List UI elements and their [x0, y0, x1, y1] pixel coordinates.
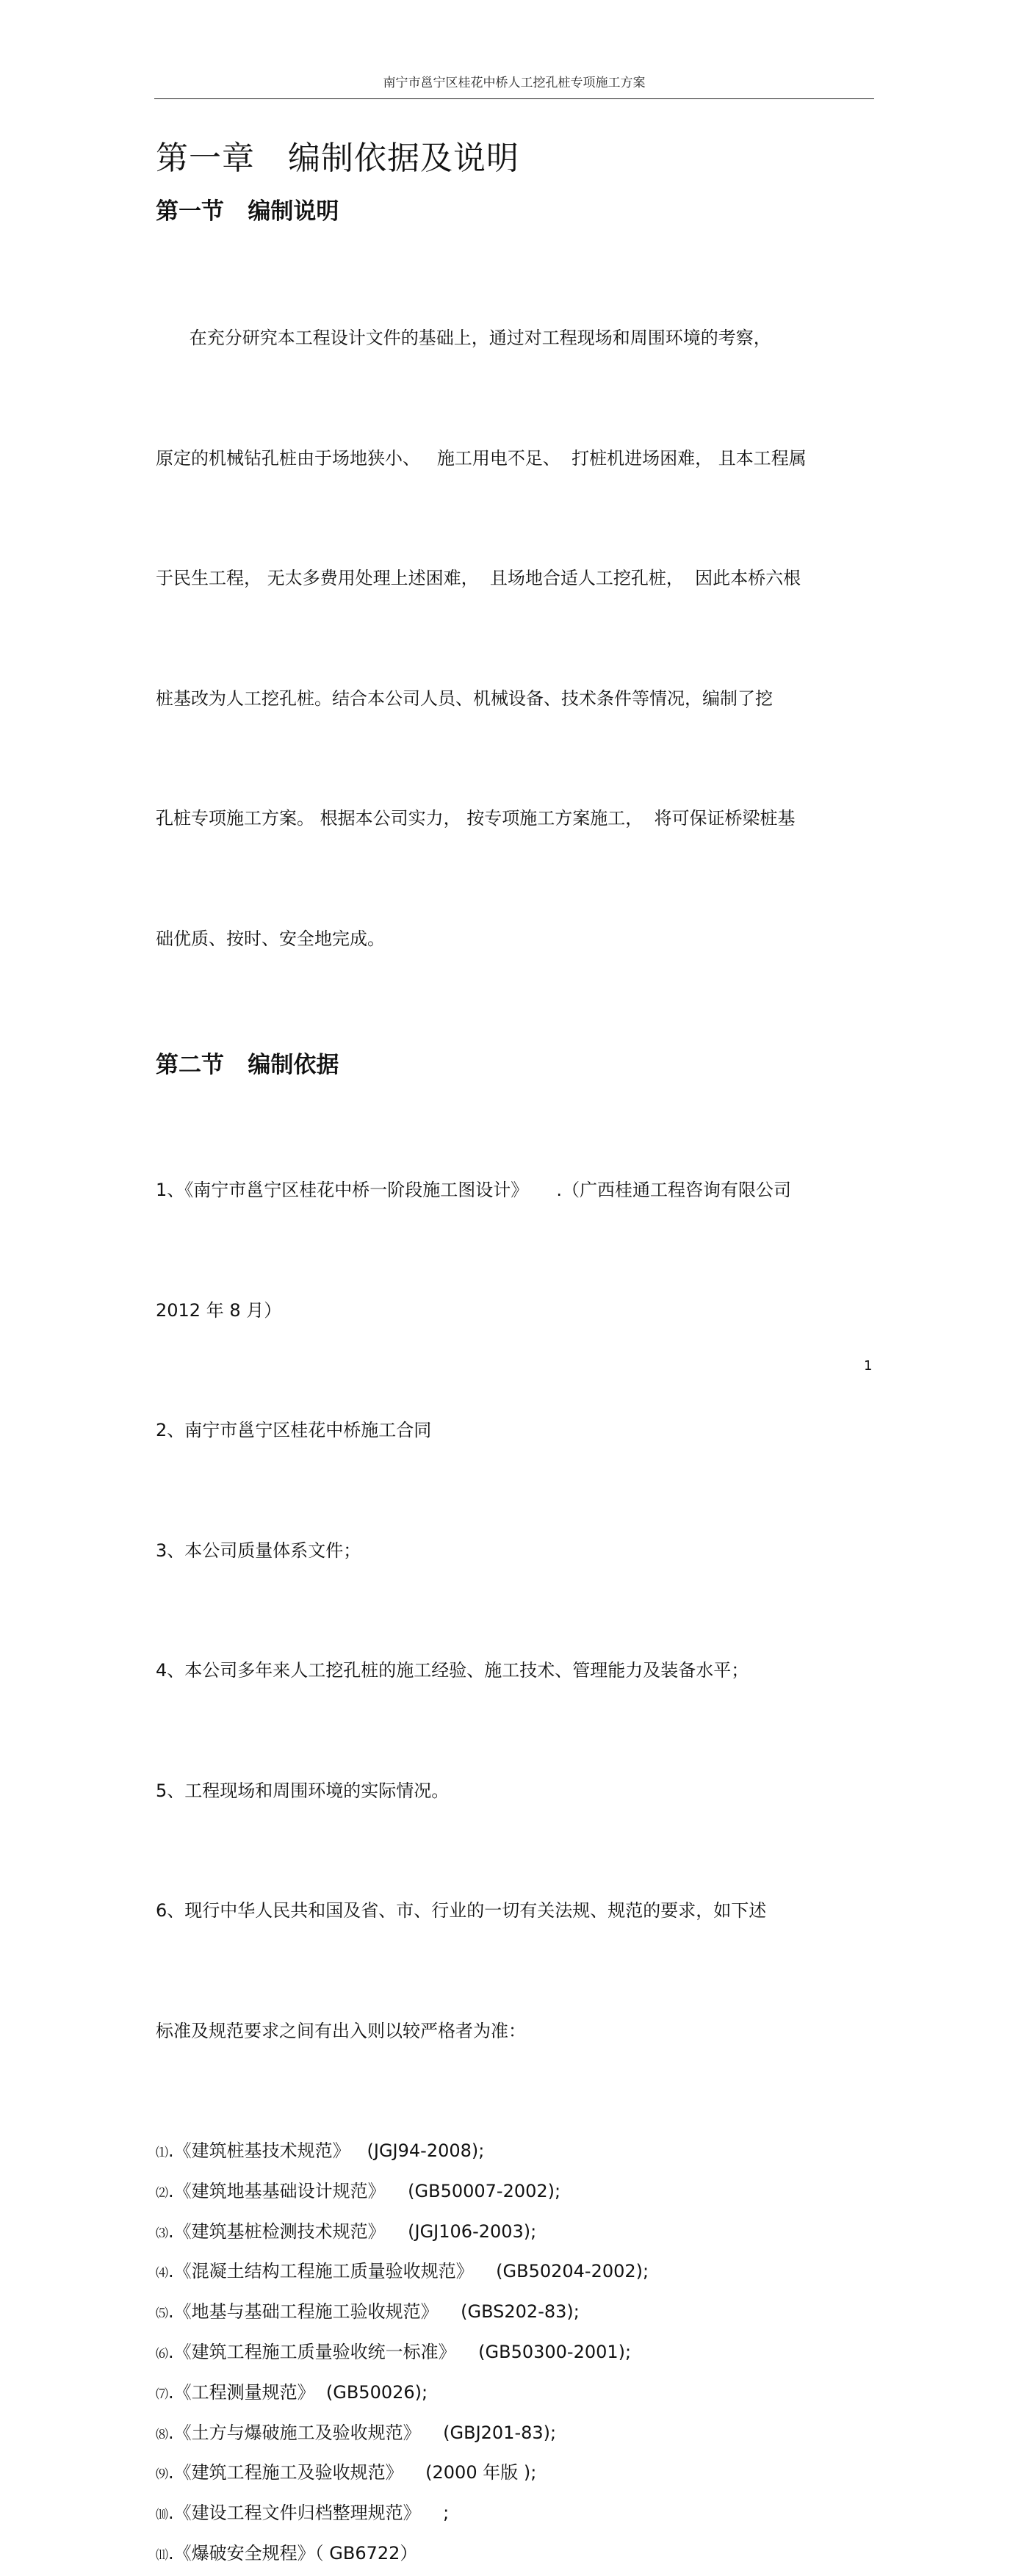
section-title-1: 第一节 编制说明: [156, 198, 339, 225]
list-item: 2012 年 8 月）: [156, 1299, 282, 1321]
standard-text: .《建筑工程施工及验收规范》 (2000 年版 );: [168, 2462, 537, 2483]
standard-text: .《建设工程文件归档整理规范》 ;: [168, 2503, 450, 2524]
list-item: 标准及规范要求之间有出入则以较严格者为准：: [156, 2020, 526, 2041]
header-divider: [154, 98, 874, 99]
list-item: 6、现行中华人民共和国及省、市、行业的一切有关法规、规范的要求，如下述: [156, 1900, 767, 1921]
running-header: 南宁市邕宁区桂花中桥人工挖孔桩专项施工方案: [383, 76, 646, 90]
standard-text: .《爆破安全规程》（ GB6722）: [168, 2542, 418, 2564]
standard-item: [156, 2171, 876, 2212]
standard-item: [156, 2251, 876, 2292]
basis-list: [156, 1090, 876, 2131]
paragraph-line: 础优质、按时、安全地完成。: [156, 928, 385, 949]
standard-text: .《地基与基础工程施工验收规范》 (GBS202-83);: [168, 2301, 580, 2323]
section-title-2: 第二节 编制依据: [156, 1052, 339, 1078]
standard-text: .《建筑工程施工质量验收统一标准》 (GB50300-2001);: [168, 2341, 632, 2362]
standard-item: [156, 2212, 876, 2252]
standard-number: ⑹: [156, 2346, 168, 2362]
standard-item: [156, 2332, 876, 2373]
standard-number: ⑷: [156, 2266, 168, 2281]
standard-number: ⑾: [156, 2547, 168, 2563]
standard-item: [156, 2373, 876, 2413]
list-item: 3、本公司质量体系文件；: [156, 1540, 361, 1561]
standard-number: ⑸: [156, 2306, 168, 2322]
standard-number: ⑵: [156, 2185, 168, 2201]
standard-number: ⑺: [156, 2386, 168, 2402]
paragraph-line: 于民生工程， 无太多费用处理上述困难， 且场地合适人工挖孔桩， 因此本桥六根: [156, 568, 801, 588]
standard-text: .《建筑地基基础设计规范》 (GB50007-2002);: [168, 2180, 561, 2201]
standard-number: ⑶: [156, 2226, 168, 2241]
list-item: 5、工程现场和周围环境的实际情况。: [156, 1780, 450, 1801]
standard-number: ⑽: [156, 2508, 168, 2523]
standard-number: ⑻: [156, 2427, 168, 2442]
page-number: 1: [864, 1358, 873, 1374]
paragraph-line: 桩基改为人工挖孔桩。结合本公司人员、机械设备、技术条件等情况，编制了挖: [156, 688, 773, 709]
standard-text: .《土方与爆破施工及验收规范》 (GBJ201-83);: [168, 2422, 557, 2443]
standard-number: ⑴: [156, 2146, 168, 2160]
standard-text: .《混凝土结构工程施工质量验收规范》 (GB50204-2002);: [168, 2261, 649, 2282]
paragraph-line: 在充分研究本工程设计文件的基础上，通过对工程现场和周围环境的考察，: [156, 328, 771, 348]
standard-item: [156, 2533, 876, 2574]
standard-item: [156, 2292, 876, 2332]
chapter-title: 第一章 编制依据及说明: [156, 140, 519, 177]
paragraph-line: 原定的机械钻孔桩由于场地狭小、 施工用电不足、 打桩机进场困难， 且本工程属: [156, 447, 807, 469]
standard-item: [156, 2413, 876, 2453]
standard-text: .《工程测量规范》 (GB50026);: [168, 2381, 428, 2403]
standard-number: ⑼: [156, 2467, 168, 2483]
list-item: 1、《南宁市邕宁区桂花中桥一阶段施工图设计》 .（广西桂通工程咨询有限公司: [156, 1180, 792, 1200]
list-item: 2、南宁市邕宁区桂花中桥施工合同: [156, 1420, 432, 1440]
standard-item: [156, 2493, 876, 2533]
standard-text: .《建筑基桩检测技术规范》 (JGJ106-2003);: [168, 2220, 537, 2242]
document-body: [156, 131, 876, 2574]
standard-item: [156, 2131, 876, 2171]
standards-list: [156, 2131, 876, 2574]
standard-item: [156, 2453, 876, 2493]
standard-text: .《建筑桩基技术规范》 (JGJ94-2008);: [168, 2140, 485, 2161]
section-1-paragraph: [156, 238, 876, 1039]
list-item: 4、本公司多年来人工挖孔桩的施工经验、施工技术、管理能力及装备水平；: [156, 1660, 749, 1681]
paragraph-line: 孔桩专项施工方案。 根据本公司实力， 按专项施工方案施工， 将可保证桥梁桩基: [156, 808, 796, 829]
